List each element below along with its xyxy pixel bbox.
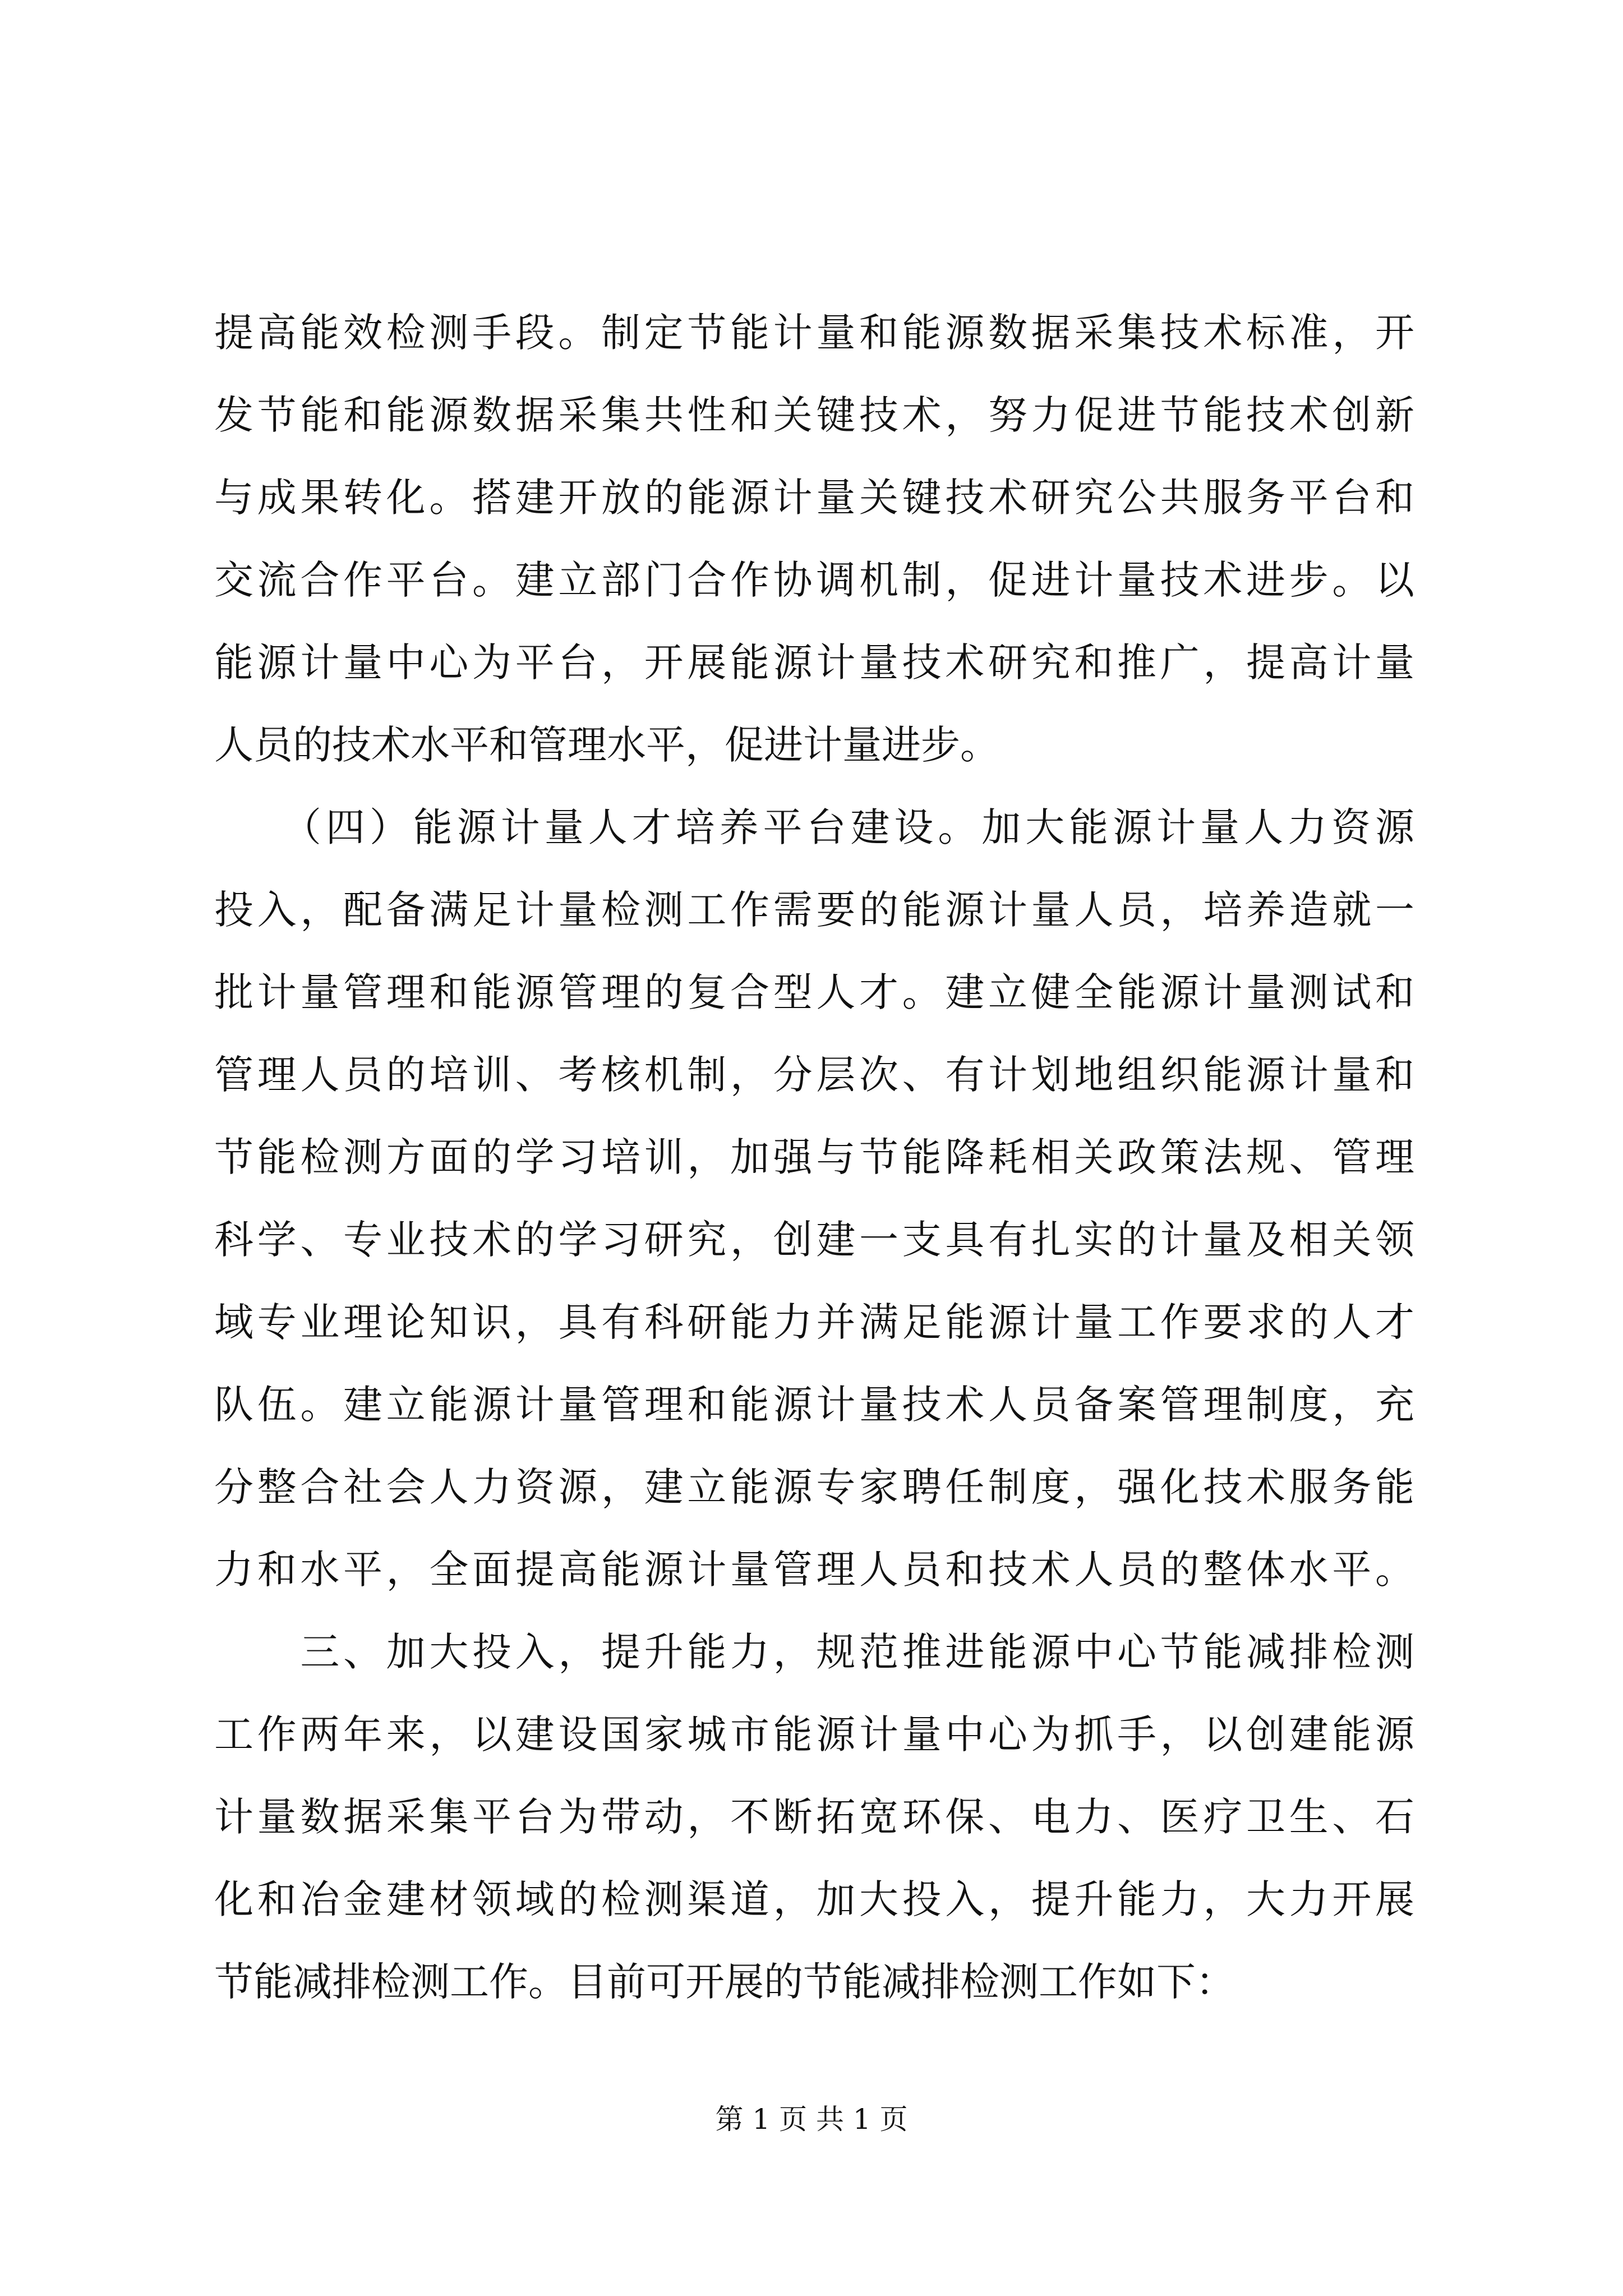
body-text — [214, 292, 1414, 2023]
text-line: 管理人员的培训、考核机制，分层次、有计划地组织能源计量和 — [214, 1052, 1414, 1098]
text-line: 工作两年来，以建设国家城市能源计量中心为抓手，以创建能源 — [214, 1711, 1414, 1757]
text-line: 化和冶金建材领域的检测渠道，加大投入，提升能力，大力开展 — [214, 1876, 1414, 1922]
text-line: 与成果转化。搭建开放的能源计量关键技术研究公共服务平台和 — [214, 475, 1414, 521]
text-line: 三、加大投入，提升能力，规范推进能源中心节能减排检测 — [214, 1629, 1414, 1675]
text-line: 发节能和能源数据采集共性和关键技术，努力促进节能技术创新 — [214, 392, 1414, 438]
page-footer — [0, 2097, 1623, 2137]
text-line: 队伍。建立能源计量管理和能源计量技术人员备案管理制度，充 — [214, 1382, 1414, 1428]
text-line: 节能检测方面的学习培训，加强与节能降耗相关政策法规、管理 — [214, 1134, 1414, 1180]
text-line: 域专业理论知识，具有科研能力并满足能源计量工作要求的人才 — [214, 1299, 1414, 1345]
text-line: 投入，配备满足计量检测工作需要的能源计量人员，培养造就一 — [214, 887, 1414, 933]
text-line: 节能减排检测工作。目前可开展的节能减排检测工作如下： — [214, 1959, 1235, 2005]
text-line: 批计量管理和能源管理的复合型人才。建立健全能源计量测试和 — [214, 969, 1414, 1015]
page-number: 第 1 页 共 1 页 — [715, 2103, 908, 2136]
text-line: 科学、专业技术的学习研究，创建一支具有扎实的计量及相关领 — [214, 1217, 1414, 1263]
text-line: 交流合作平台。建立部门合作协调机制，促进计量技术进步。以 — [214, 557, 1414, 603]
text-line: 分整合社会人力资源，建立能源专家聘任制度，强化技术服务能 — [214, 1464, 1414, 1510]
text-line: 能源计量中心为平台，开展能源计量技术研究和推广，提高计量 — [214, 639, 1414, 685]
text-line: 人员的技术水平和管理水平，促进计量进步。 — [214, 722, 999, 768]
text-line: 计量数据采集平台为带动，不断拓宽环保、电力、医疗卫生、石 — [214, 1794, 1414, 1840]
text-line: 力和水平，全面提高能源计量管理人员和技术人员的整体水平。 — [214, 1547, 1414, 1593]
text-line: 提高能效检测手段。制定节能计量和能源数据采集技术标准，开 — [214, 310, 1414, 356]
text-line: （四）能源计量人才培养平台建设。加大能源计量人力资源 — [214, 804, 1414, 850]
